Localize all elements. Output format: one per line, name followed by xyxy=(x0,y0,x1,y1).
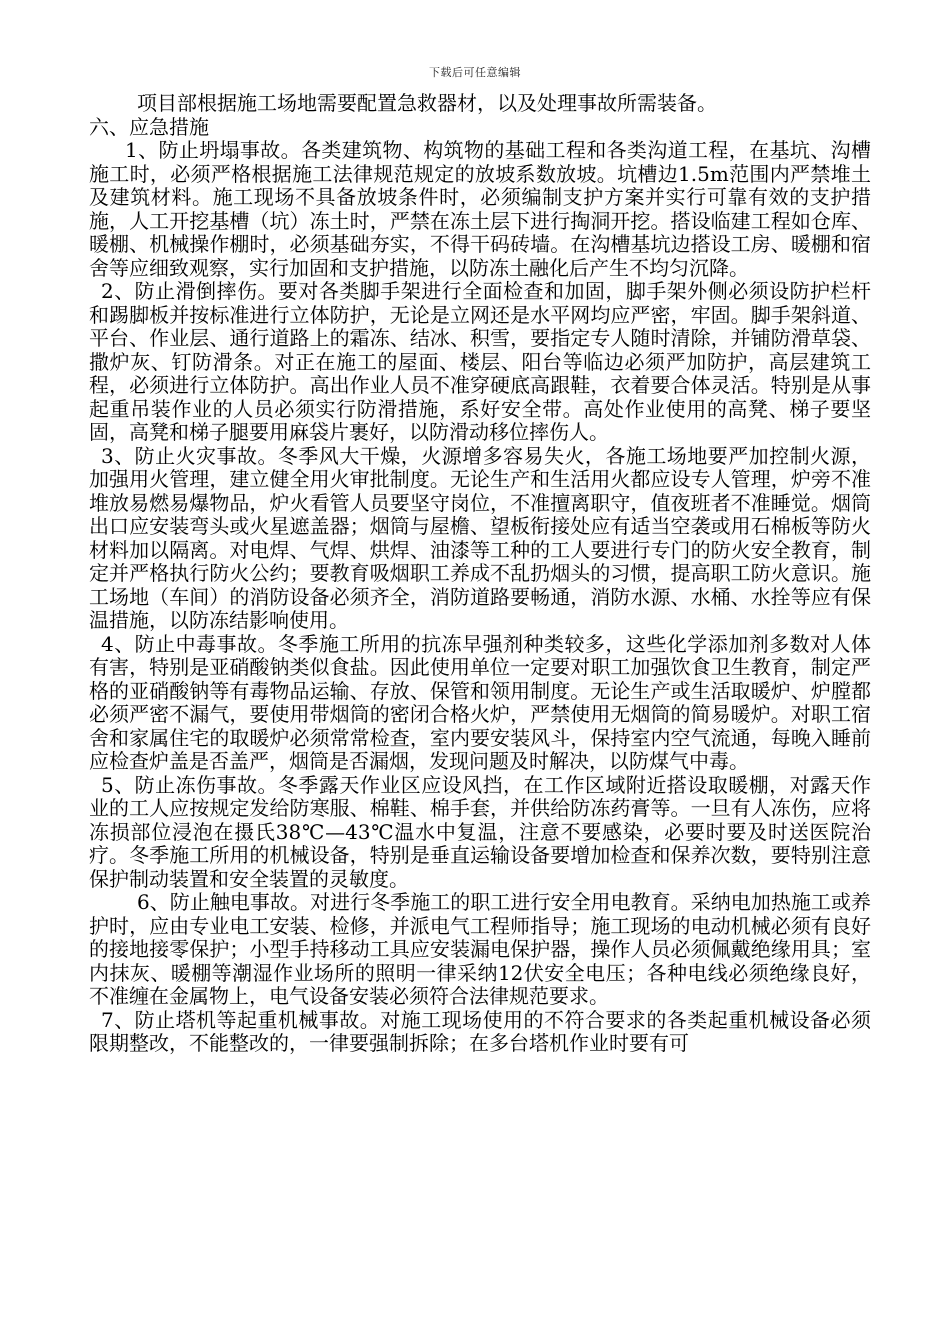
measure-item-4: 4、防止中毒事故。冬季施工所用的抗冻早强剂种类较多，这些化学添加剂多数对人体有害，特别是亚硝酸钠类似食盐。因此使用单位一定要对职工加强饮食卫生教育，制定严格的亚硝酸钠等有毒物品运输、存放、保管和领用制度。无论生产或生活取暖炉、炉膛都必须严密不漏气，要使用带烟筒的密闭合格火炉，严禁使用无烟筒的简易暖炉。对职工宿舍和家属住宅的取暖炉必须常常检查，室内要安装风斗，保持室内空气流通，每晚入睡前应检查炉盖是否盖严，烟筒是否漏烟，发现问题及时解决，以防煤气中毒。 xyxy=(89,631,871,773)
measure-item-2: 2、防止滑倒摔伤。要对各类脚手架进行全面检查和加固，脚手架外侧必须设防护栏杆和踢脚板并按标准进行立体防护，无论是立网还是水平网均应严密，牢固。脚手架斜道、平台、作业层、通行道路上的霜冻、结冰、积雪，要指定专人随时清除，并铺防滑草袋、撒炉灰、钉防滑条。对正在施工的屋面、楼层、阳台等临边必须严加防护，高层建筑工程，必须进行立体防护。高出作业人员不准穿硬底高跟鞋，衣着要合体灵活。特别是从事起重吊装作业的人员必须实行防滑措施，系好安全带。高处作业使用的高凳、梯子要坚固，高凳和梯子腿要用麻袋片裹好，以防滑动移位摔伤人。 xyxy=(89,279,871,444)
measure-item-6: 6、防止触电事故。对进行冬季施工的职工进行安全用电教育。采纳电加热施工或养护时，应由专业电工安装、检修，并派电气工程师指导；施工现场的电动机械必须有良好的接地接零保护；小型手持移动工具应安装漏电保护器，操作人员必须佩戴绝缘用具；室内抹灰、暖棚等潮湿作业场所的照明一律采纳12伏安全电压；各种电线必须绝缘良好，不准缠在金属物上，电气设备安装必须符合法律规范要求。 xyxy=(89,890,871,1008)
page-watermark: 下载后可任意编辑 xyxy=(429,66,521,79)
intro-paragraph: 项目部根据施工场地需要配置急救器材，以及处理事故所需装备。 xyxy=(137,91,717,115)
measure-item-1: 1、防止坍塌事故。各类建筑物、构筑物的基础工程和各类沟道工程，在基坑、沟槽施工时，必须严格根据施工法律规范规定的放坡系数放坡。坑槽边1.5m范围内严禁堆土及建筑材料。施工现场不具备放坡条件时，必须编制支护方案并实行可靠有效的支护措施，人工开挖基槽（坑）冻土时，严禁在冻土层下进行掏洞开挖。搭设临建工程如仓库、暖棚、机械操作棚时，必须基础夯实，不得干码砖墙。在沟槽基坑边搭设工房、暖棚和宿舍等应细致观察，实行加固和支护措施，以防冻土融化后产生不均匀沉降。 xyxy=(89,138,871,280)
measure-item-3: 3、防止火灾事故。冬季风大干燥，火源增多容易失火，各施工场地要严加控制火源，加强用火管理，建立健全用火审批制度。无论生产和生活用火都应设专人管理，炉旁不准堆放易燃易爆物品，炉火看管人员要坚守岗位，不准擅离职守，值夜班者不准睡觉。烟筒出口应安装弯头或火星遮盖器；烟筒与屋檐、望板衔接处应有适当空袭或用石棉板等防火材料加以隔离。对电焊、气焊、烘焊、油漆等工种的工人要进行专门的防火安全教育，制定并严格执行防火公约；要教育吸烟职工养成不乱扔烟头的习惯，提高职工防火意识。施工场地（车间）的消防设备必须齐全，消防道路要畅通，消防水源、水桶、水拴等应有保温措施，以防冻结影响使用。 xyxy=(89,443,871,632)
measure-item-5: 5、防止冻伤事故。冬季露天作业区应设风挡，在工作区域附近搭设取暖棚，对露天作业的工人应按规定发给防寒服、棉鞋、棉手套，并供给防冻药膏等。一旦有人冻伤，应将冻损部位浸泡在摄氏38℃—43℃温水中复温，注意不要感染，必要时要及时送医院治疗。冬季施工所用的机械设备，特别是垂直运输设备要增加检查和保养次数，要特别注意保护制动装置和安全装置的灵敏度。 xyxy=(89,772,871,891)
section-heading: 六、应急措施 xyxy=(89,114,209,139)
measure-item-7: 7、防止塔机等起重机械事故。对施工现场使用的不符合要求的各类起重机械设备必须限期整改，不能整改的，一律要强制拆除；在多台塔机作业时要有可 xyxy=(89,1007,871,1055)
document-body xyxy=(89,92,871,1056)
